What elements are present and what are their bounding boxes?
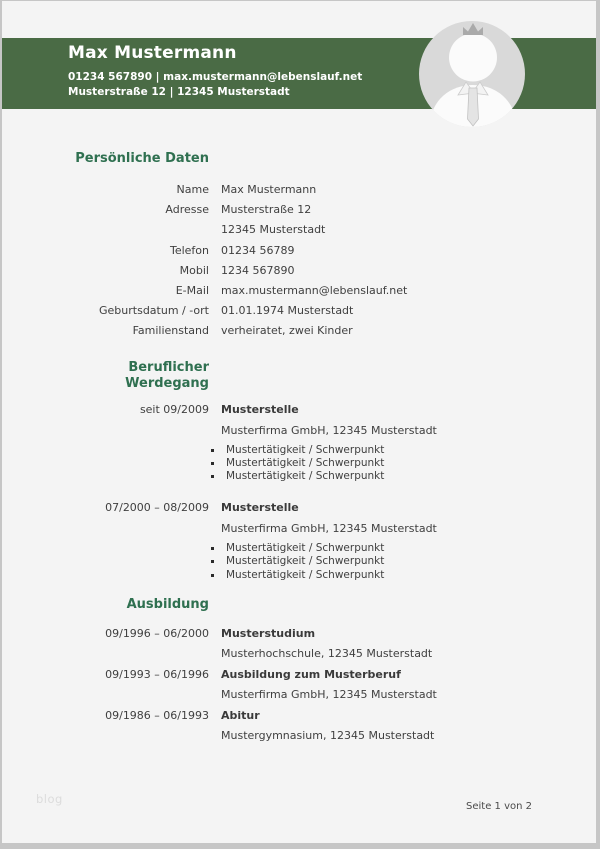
entry-period: 09/1993 – 06/1996 (105, 667, 209, 681)
cv-page (2, 1, 596, 843)
table-row (2, 220, 596, 240)
header-contact (68, 70, 362, 100)
entry-period: 07/2000 – 08/2009 (105, 501, 209, 515)
bullet-item: Mustertätigkeit / Schwerpunkt (209, 444, 384, 457)
entry-position: Musterstelle (221, 402, 299, 416)
row-value: 01.01.1974 Musterstadt (221, 304, 354, 318)
entry-company: Musterfirma GmbH, 12345 Musterstadt (221, 522, 437, 536)
entry-degree: Musterstudium (221, 626, 316, 640)
entry-degree: Ausbildung zum Musterberuf (221, 667, 401, 681)
avatar (419, 21, 525, 127)
table-row (2, 321, 596, 341)
row-label: E-Mail (175, 284, 209, 298)
table-row (2, 180, 596, 200)
row-value: max.mustermann@lebenslauf.net (221, 284, 408, 298)
entry-bullet-list (209, 542, 384, 582)
entry-period: 09/1996 – 06/2000 (105, 626, 209, 640)
row-label: Geburtsdatum / -ort (99, 304, 209, 318)
cv-content (2, 151, 596, 743)
career-entry (2, 402, 596, 484)
entry-institution: Musterfirma GmbH, 12345 Musterstadt (221, 687, 437, 701)
table-row (2, 200, 596, 220)
bullet-item: Mustertätigkeit / Schwerpunkt (209, 457, 384, 470)
section-title-education: Ausbildung (126, 596, 209, 612)
personal-data-table (2, 180, 596, 342)
watermark: blog (36, 792, 63, 806)
entry-degree: Abitur (221, 708, 260, 722)
row-label: Mobil (179, 263, 209, 277)
education-entry (2, 626, 596, 661)
row-value: 1234 567890 (221, 263, 295, 277)
row-value: verheiratet, zwei Kinder (221, 324, 353, 338)
entry-position: Musterstelle (221, 501, 299, 515)
entry-institution: Mustergymnasium, 12345 Musterstadt (221, 728, 435, 742)
row-value: Max Mustermann (221, 183, 317, 196)
row-label: Adresse (165, 203, 209, 217)
row-label: Telefon (169, 243, 209, 257)
page-indicator: Seite 1 von 2 (466, 801, 532, 812)
section-title-personal: Persönliche Daten (75, 151, 209, 166)
entry-institution: Musterhochschule, 12345 Musterstadt (221, 646, 433, 660)
row-label: Familienstand (132, 324, 209, 338)
table-row (2, 241, 596, 261)
row-value: Musterstraße 12 (221, 203, 312, 217)
entry-period: 09/1986 – 06/1993 (105, 708, 209, 722)
row-label: Name (176, 183, 209, 196)
contact-line-address: Musterstraße 12 | 12345 Musterstadt (68, 86, 290, 98)
person-name: Max Mustermann (68, 43, 237, 63)
bullet-item: Mustertätigkeit / Schwerpunkt (209, 542, 384, 555)
bullet-item: Mustertätigkeit / Schwerpunkt (209, 555, 384, 568)
career-entry (2, 500, 596, 582)
bullet-item: Mustertätigkeit / Schwerpunkt (209, 569, 384, 582)
education-entry (2, 667, 596, 702)
table-row (2, 281, 596, 301)
entry-period: seit 09/2009 (139, 402, 209, 416)
bullet-item: Mustertätigkeit / Schwerpunkt (209, 470, 384, 483)
table-row (2, 301, 596, 321)
contact-line-phone-email: 01234 567890 | max.mustermann@lebenslauf.net (68, 71, 363, 83)
person-avatar-icon (419, 21, 525, 127)
education-entry (2, 708, 596, 743)
row-value: 12345 Musterstadt (221, 223, 326, 237)
row-value: 01234 56789 (221, 243, 295, 257)
entry-company: Musterfirma GmbH, 12345 Musterstadt (221, 423, 437, 437)
section-title-career: Beruflicher Werdegang (125, 359, 209, 391)
entry-bullet-list (209, 444, 384, 484)
table-row (2, 261, 596, 281)
